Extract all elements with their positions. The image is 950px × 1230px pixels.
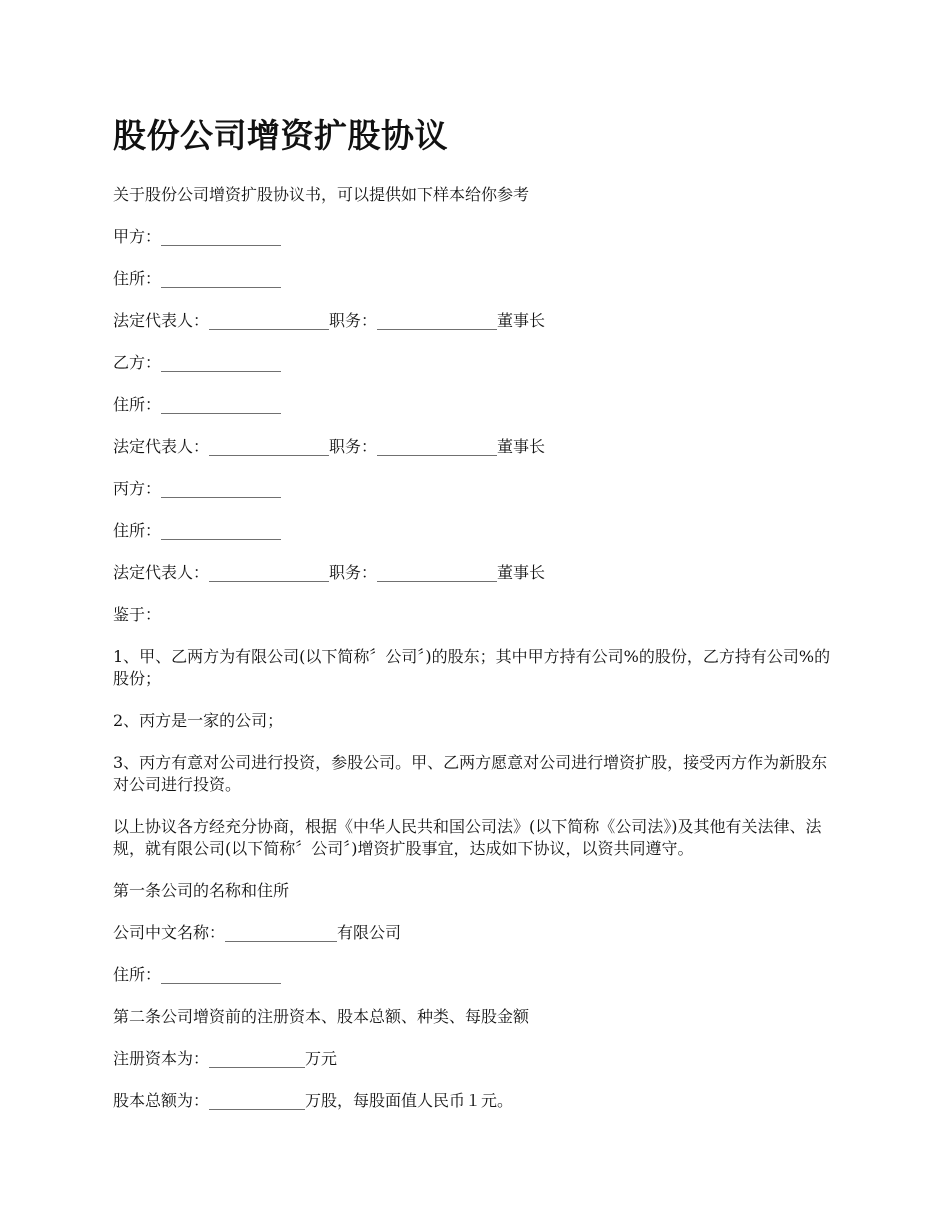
- party-b-field: 乙方：_______________: [113, 353, 282, 372]
- document-title: 股份公司增资扩股协议: [113, 116, 448, 155]
- recital-2: 2、丙方是一家的公司；: [113, 711, 284, 730]
- article-1-heading: 第一条公司的名称和住所: [113, 881, 290, 900]
- party-a-field: 甲方：_______________: [113, 227, 282, 246]
- party-b-address-field: 住所：_______________: [113, 395, 282, 414]
- recital-3: 3、丙方有意对公司进行投资，参股公司。甲、乙两方愿意对公司进行增资扩股，接受丙方作为新股东对公司进行投资。: [113, 753, 828, 794]
- party-c-address-field: 住所：_______________: [113, 521, 282, 540]
- total-shares-field: 股本总额为：____________万股，每股面值人民币１元。: [113, 1091, 514, 1110]
- party-b-representative-field: 法定代表人：_______________职务：_______________董事长: [113, 437, 546, 456]
- party-a-address-field: 住所：_______________: [113, 269, 282, 288]
- company-address-field: 住所：_______________: [113, 965, 282, 984]
- recital-1: 1、甲、乙两方为有限公司(以下简称〞公司〞)的股东；其中甲方持有公司%的股份，乙方持有公司%的股份；: [113, 647, 831, 688]
- party-a-representative-field: 法定代表人：_______________职务：_______________董事长: [113, 311, 546, 330]
- registered-capital-field: 注册资本为：____________万元: [113, 1049, 338, 1068]
- whereas-heading: 鉴于：: [113, 605, 162, 624]
- intro-text: 关于股份公司增资扩股协议书，可以提供如下样本给你参考: [113, 185, 530, 204]
- agreement-preamble: 以上协议各方经充分协商，根据《中华人民共和国公司法》(以下简称《公司法》)及其他有关法律、法规，就有限公司(以下简称〞公司〞)增资扩股事宜，达成如下协议，以资共同遵守。: [113, 817, 822, 858]
- party-c-representative-field: 法定代表人：_______________职务：_______________董事长: [113, 563, 546, 582]
- article-2-heading: 第二条公司增资前的注册资本、股本总额、种类、每股金额: [113, 1007, 530, 1026]
- company-name-field: 公司中文名称：______________有限公司: [113, 923, 402, 942]
- party-c-field: 丙方：_______________: [113, 479, 282, 498]
- document-page: [113, 112, 840, 1132]
